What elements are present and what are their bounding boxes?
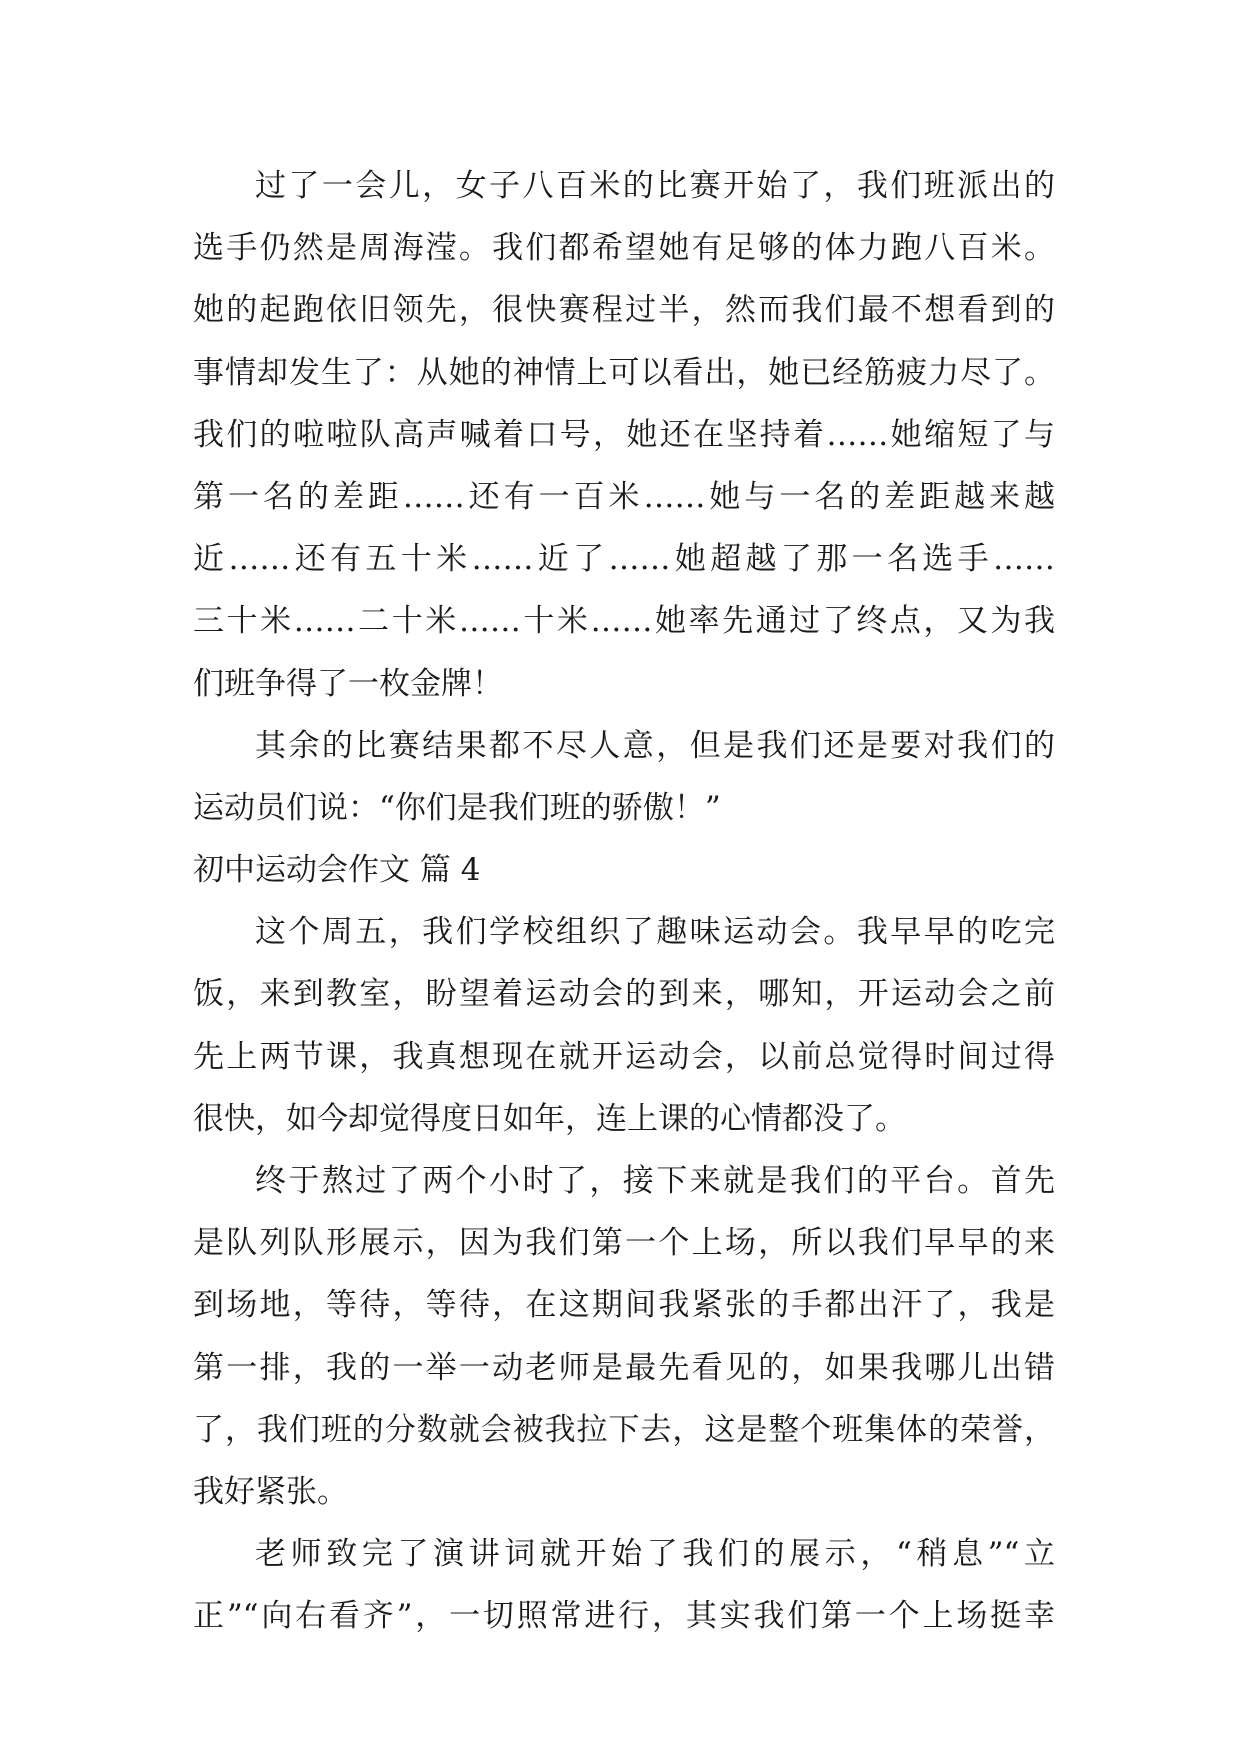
document-body [193,155,1055,1648]
text-line: 老师致完了演讲词就开始了我们的展示，“稍息”“立 [255,1536,1055,1573]
text-line: 运动员们说：“你们是我们班的骄傲！” [193,789,721,826]
text-line: 她的起跑依旧领先，很快赛程过半，然而我们最不想看到的 [193,292,1055,329]
section-heading: 初中运动会作文 篇 4 [193,852,481,889]
text-line: 第一名的差距……还有一百米……她与一名的差距越来越 [193,478,1055,515]
text-line: 我好紧张。 [193,1473,348,1510]
text-line: 过了一会儿，女子八百米的比赛开始了，我们班派出的 [255,168,1055,204]
text-line: 事情却发生了：从她的神情上可以看出，她已经筋疲力尽了。 [193,354,1055,391]
text-line: 第一排，我的一举一动老师是最先看见的，如果我哪儿出错 [193,1349,1055,1386]
text-line: 终于熬过了两个小时了，接下来就是我们的平台。首先 [255,1163,1055,1199]
text-line: 选手仍然是周海滢。我们都希望她有足够的体力跑八百米。 [193,230,1055,267]
text-line: 近……还有五十米……近了……她超越了那一名选手…… [193,541,1055,578]
text-line: 饭，来到教室，盼望着运动会的到来，哪知，开运动会之前 [193,976,1055,1013]
text-line: 我们的啦啦队高声喊着口号，她还在坚持着……她缩短了与 [193,416,1055,453]
text-line: 先上两节课，我真想现在就开运动会，以前总觉得时间过得 [193,1038,1055,1075]
text-line: 三十米……二十米……十米……她率先通过了终点，又为我 [193,603,1055,640]
text-line: 了，我们班的分数就会被我拉下去，这是整个班集体的荣誉， [193,1411,1055,1448]
text-line: 这个周五，我们学校组织了趣味运动会。我早早的吃完 [255,914,1055,951]
text-line: 是队列队形展示，因为我们第一个上场，所以我们早早的来 [193,1225,1055,1262]
text-line: 们班争得了一枚金牌！ [193,665,503,702]
text-line: 到场地，等待，等待，在这期间我紧张的手都出汗了，我是 [193,1287,1055,1324]
text-line: 很快，如今却觉得度日如年，连上课的心情都没了。 [193,1100,906,1137]
text-line: 正”“向右看齐”，一切照常进行，其实我们第一个上场挺幸 [193,1598,1055,1635]
text-line: 其余的比赛结果都不尽人意，但是我们还是要对我们的 [255,727,1055,764]
